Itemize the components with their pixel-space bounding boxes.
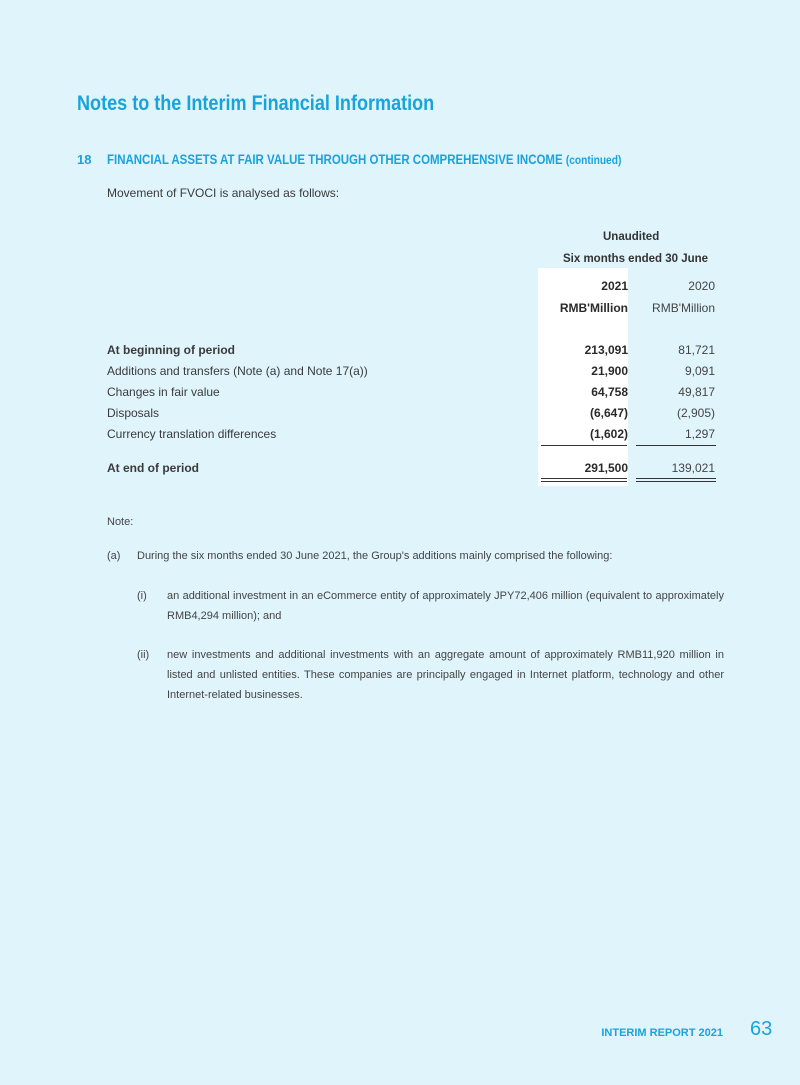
note-item-text: new investments and additional investments with an aggregate amount of approximately RMB11,920 million in listed and unlisted entities. These companies are principally engaged in Internet platform, technology and other Internet-related businesses. [167, 649, 724, 701]
row-value-2020: 9,091 [684, 364, 715, 378]
note-item-text: an additional investment in an eCommerce entity of approximately JPY72,406 million (equivalent to approximately RMB4,294 million); and [167, 590, 724, 622]
row-label: Disposals [107, 406, 160, 420]
row-label: Additions and transfers (Note (a) and Note 17(a)) [107, 364, 368, 378]
footer-report-title: INTERIM REPORT 2021 [601, 1027, 723, 1039]
note-a-text: During the six months ended 30 June 2021, the Group's additions mainly comprised the following: [137, 550, 613, 562]
row-value-2020: (2,905) [676, 406, 715, 420]
row-value-2020: 49,817 [678, 385, 715, 399]
section-number: 18 [77, 152, 92, 167]
note-item-label: (i) [137, 590, 147, 602]
section-heading-text: FINANCIAL ASSETS AT FAIR VALUE THROUGH OTHER COMPREHENSIVE INCOME [107, 152, 563, 167]
note-a-label: (a) [107, 550, 121, 562]
total-double-rule-2020 [636, 478, 716, 482]
col-2021-year: 2021 [601, 279, 628, 293]
row-value-2021: 21,900 [591, 364, 628, 378]
row-value-2021: (6,647) [589, 406, 628, 420]
row-value-2020: 1,297 [684, 427, 715, 441]
row-value-2021: 213,091 [584, 343, 628, 357]
section-intro: Movement of FVOCI is analysed as follows: [107, 186, 340, 200]
row-label: At beginning of period [107, 343, 235, 357]
subtotal-rule-2020 [636, 445, 716, 446]
total-value-2020: 139,021 [671, 461, 715, 475]
section-continued: (continued) [565, 153, 622, 167]
note-label: Note: [107, 516, 134, 528]
row-value-2021: 64,758 [591, 385, 628, 399]
page-number: 63 [750, 1018, 773, 1040]
col-2021-unit: RMB'Million [559, 301, 628, 315]
total-label: At end of period [107, 461, 199, 475]
subtotal-rule-2021 [541, 445, 627, 446]
note-item-label: (ii) [137, 649, 150, 661]
col-2020-year: 2020 [688, 279, 715, 293]
audit-status: Unaudited [603, 231, 660, 243]
page-title: Notes to the Interim Financial Information [77, 92, 435, 115]
period-header: Six months ended 30 June [563, 253, 709, 265]
row-label: Currency translation differences [107, 427, 277, 441]
row-value-2020: 81,721 [678, 343, 715, 357]
total-value-2021: 291,500 [584, 461, 628, 475]
row-label: Changes in fair value [107, 385, 220, 399]
section-heading [107, 152, 621, 167]
total-double-rule-2021 [541, 478, 627, 482]
col-2020-unit: RMB'Million [652, 301, 715, 315]
row-value-2021: (1,602) [589, 427, 628, 441]
